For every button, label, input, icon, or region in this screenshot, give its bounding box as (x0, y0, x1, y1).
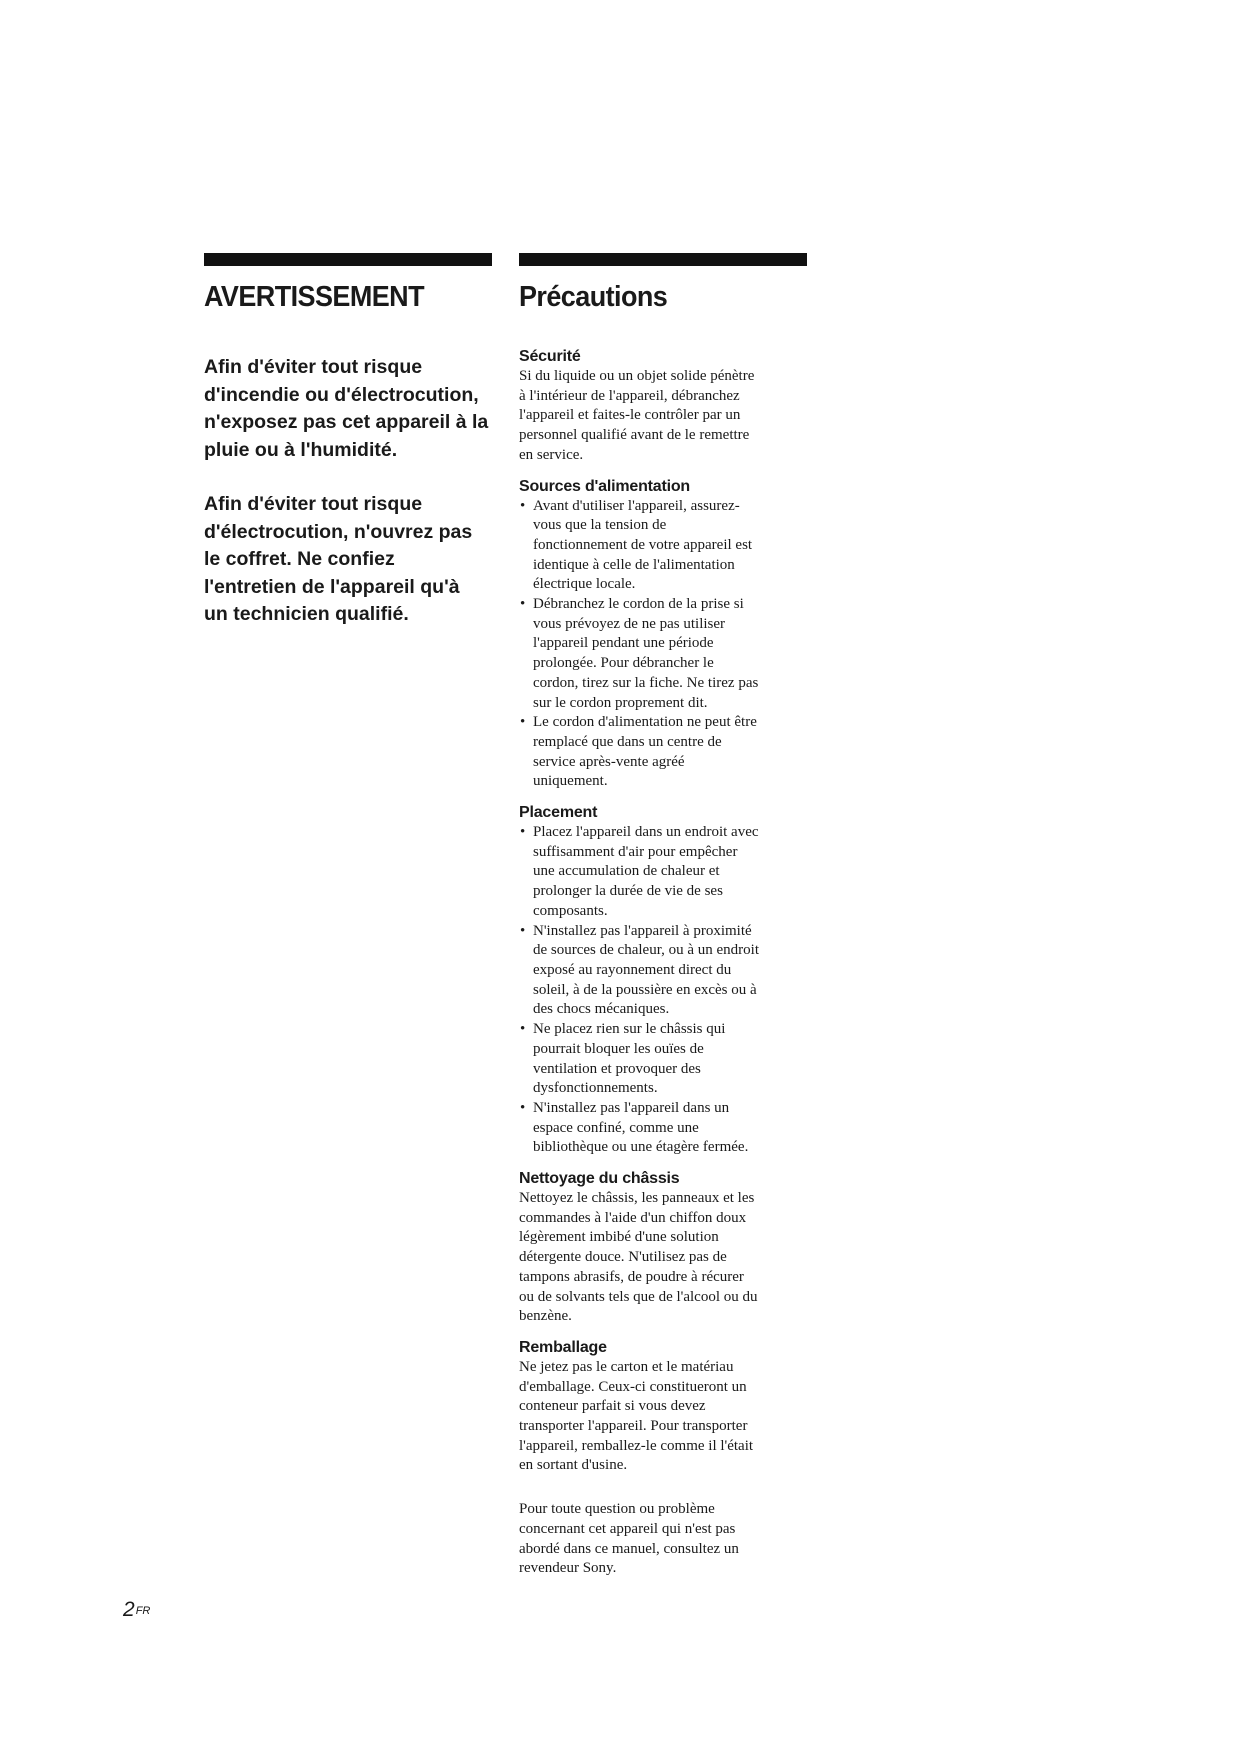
section-securite (519, 347, 812, 466)
page-language-suffix: FR (135, 1605, 151, 1617)
precautions-heading: Précautions (519, 281, 668, 313)
section-title: Sécurité (519, 348, 581, 365)
list-item: • Ne placez rien sur le châssis qui pourrait bloquer les ouïes de ventilation et provoquer des dysfonctionnements. (519, 1020, 812, 1099)
closing-note: Pour toute question ou problème concernant cet appareil qui n'est pas abordé dans ce manuel, consultez un revendeur Sony. (519, 1501, 739, 1577)
list-item: • Débranchez le cordon de la prise si vous prévoyez de ne pas utiliser l'appareil pendant une période prolongée. Pour débrancher le cordon, tirez sur la fiche. Ne tirez pas sur le cordon proprement dit. (519, 595, 812, 713)
section-title: Nettoyage du châssis (519, 1170, 680, 1188)
bullet-list (519, 497, 812, 793)
warning-heading: AVERTISSEMENT (204, 281, 425, 313)
precautions-column (519, 253, 812, 1579)
list-item: • N'installez pas l'appareil dans un espace confiné, comme une bibliothèque ou une étagère fermée. (519, 1099, 812, 1158)
list-item: • Avant d'utiliser l'appareil, assurez- vous que la tension de fonctionnement de votre appareil est identique à celle de l'alimentation électrique locale. (519, 497, 812, 596)
section-text: Ne jetez pas le carton et le matériau d'emballage. Ceux-ci constitueront un conteneur parfait si vous devez transporter l'appareil. Pour transporter l'appareil, remballez-le comme il l'était en sortant d'usine. (519, 1358, 754, 1474)
section-text: Nettoyez le châssis, les panneaux et les commandes à l'aide d'un chiffon doux légèrement imbibé d'une solution détergente douce. N'utilisez pas de tampons abrasifs, de poudre à récurer ou de solvants tels que de l'alcool ou du benzène. (519, 1190, 758, 1325)
warning-column (204, 253, 494, 629)
section-title: Sources d'alimentation (519, 477, 690, 495)
page-number-value: 2 (123, 1598, 135, 1621)
section-nettoyage (519, 1169, 812, 1327)
section-text: Si du liquide ou un objet solide pénètre à l'intérieur de l'appareil, débranchez l'appareil et faites-le contrôler par un personnel qualifié avant de le remettre en service. (519, 368, 755, 463)
heading-rule (204, 253, 492, 266)
list-item: • Le cordon d'alimentation ne peut être remplacé que dans un centre de service après-vente agréé uniquement. (519, 713, 812, 792)
bullet-list (519, 823, 812, 1158)
open-cabinet-warning: Afin d'éviter tout risque d'électrocution, n'ouvrez pas le coffret. Ne confiez l'entretien de l'appareil qu'à un technicien qualifié. (204, 493, 473, 625)
list-item: • Placez l'appareil dans un endroit avec suffisamment d'air pour empêcher une accumulation de chaleur et prolonger la durée de vie de ses composants. (519, 823, 812, 922)
section-sources-alimentation (519, 477, 812, 793)
section-title: Remballage (519, 1338, 607, 1356)
heading-rule (519, 253, 807, 266)
list-item: • N'installez pas l'appareil à proximité de sources de chaleur, ou à un endroit exposé au rayonnement direct du soleil, à de la poussière en excès ou à des chocs mécaniques. (519, 922, 812, 1021)
fire-shock-warning: Afin d'éviter tout risque d'incendie ou d'électrocution, n'exposez pas cet appareil à la pluie ou à l'humidité. (204, 356, 489, 461)
section-title: Placement (519, 804, 598, 822)
section-placement (519, 803, 812, 1158)
section-remballage (519, 1338, 812, 1476)
page-number (123, 1598, 150, 1622)
